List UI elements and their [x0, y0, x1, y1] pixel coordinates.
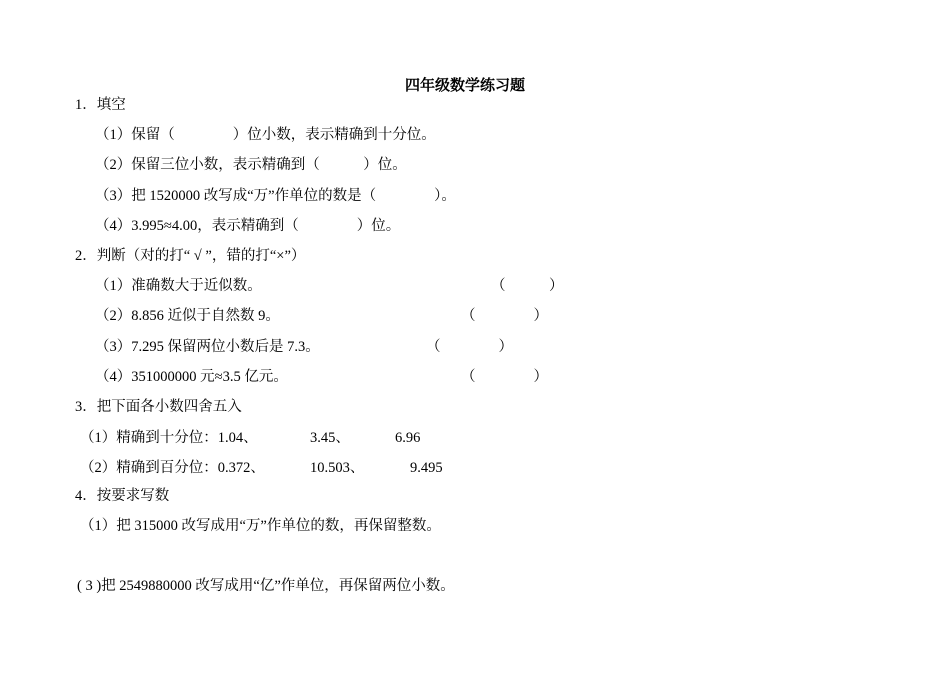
- round-row-2-value-2: 10.503、: [310, 460, 365, 476]
- judge-answer-bracket-4: （ ）: [461, 369, 548, 385]
- fill-item-1: （1）保留（ ）位小数，表示精确到十分位。: [95, 127, 436, 143]
- section-1-heading: 1．填空: [75, 97, 126, 113]
- fill-item-2: （2）保留三位小数，表示精确到（ ）位。: [95, 157, 407, 173]
- section-4-heading: 4．按要求写数: [75, 488, 170, 504]
- judge-answer-bracket-1: （ ）: [491, 278, 564, 294]
- section-3-heading: 3．把下面各小数四舍五入: [75, 399, 242, 415]
- judge-item-3: （3）7.295 保留两位小数后是 7.3。: [95, 339, 320, 355]
- write-item-1: （1）把 315000 改写成用“万”作单位的数，再保留整数。: [80, 518, 441, 534]
- round-row-1-label: （1）精确到十分位：1.04、: [80, 430, 258, 446]
- judge-answer-bracket-3: （ ）: [426, 339, 513, 355]
- round-row-1-value-3: 6.96: [395, 430, 421, 446]
- write-item-3: ( 3 )把 2549880000 改写成用“亿”作单位，再保留两位小数。: [77, 578, 455, 594]
- judge-item-2: （2）8.856 近似于自然数 9。: [95, 308, 280, 324]
- fill-item-3: （3）把 1520000 改写成“万”作单位的数是（ ）。: [95, 188, 456, 204]
- judge-item-1: （1）准确数大于近似数。: [95, 278, 262, 294]
- round-row-1-value-2: 3.45、: [310, 430, 350, 446]
- judge-item-4: （4）351000000 元≈3.5 亿元。: [95, 369, 288, 385]
- round-row-2-label: （2）精确到百分位：0.372、: [80, 460, 265, 476]
- fill-item-4: （4）3.995≈4.00，表示精确到（ ）位。: [95, 218, 401, 234]
- page-title: 四年级数学练习题: [405, 78, 526, 94]
- judge-answer-bracket-2: （ ）: [461, 308, 548, 324]
- round-row-2-value-3: 9.495: [410, 460, 443, 476]
- section-2-heading: 2．判断（对的打“ √ ”，错的打“×”）: [75, 248, 306, 264]
